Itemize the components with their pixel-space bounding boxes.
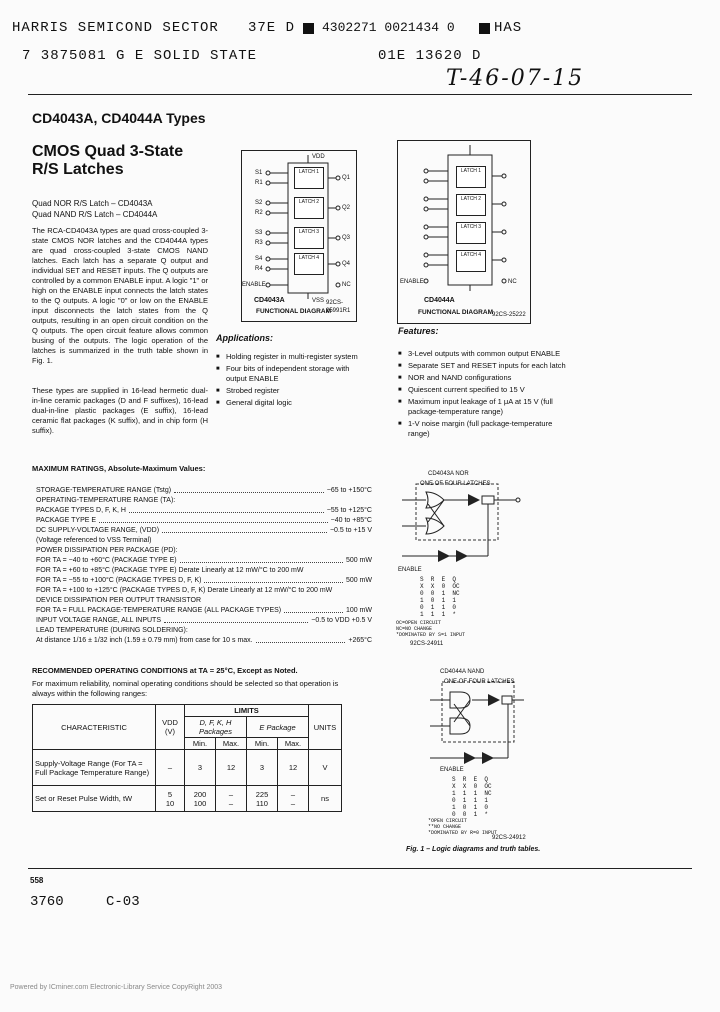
applications-heading: Applications: [216,333,274,343]
list-item: ■ Four bits of independent storage with output ENABLE [216,364,366,384]
notes-nor: OC=OPEN CIRCUIT NC=NO CHANGE *DOMINATED BY S=1 INPUT [396,620,466,638]
enable-label-top: ENABLE [398,567,422,573]
rating-row: FOR TA = −55 to +100°C (PACKAGE TYPES D, F, K) 500 mW [36,577,372,584]
rating-row: At distance 1/16 ± 1/32 inch (1.59 ± 0.79 mm) from case for 10 s max. +265°C [36,637,372,644]
list-item: ■ Strobed register [216,386,366,396]
rating-row: PACKAGE TYPES D, F, K, H −55 to +125°C [36,507,372,514]
list-item: ■ Maximum input leakage of 1 μA at 15 V (full package-temperature range) [398,397,570,417]
code-nand: 92CS-24912 [492,835,526,841]
row1-v3: 3 [247,750,278,786]
th-min-e: Min. [247,738,278,750]
header-block-icon [303,23,314,34]
features-heading: Features: [398,326,439,336]
rating-row: STORAGE-TEMPERATURE RANGE (Tstg) −65 to +150°C [36,487,372,494]
label-q3: Q3 [342,235,351,241]
logic-diagram-nand [428,676,528,768]
row1-v1: 3 [185,750,216,786]
latch-1-4044: LATCH 1 [456,166,486,188]
functional-diagram-4044 [397,140,531,324]
rating-row: FOR TA = +100 to +125°C (PACKAGE TYPES D, F, K) Derate Linearly at 12 mW/°C to 200 mW [36,587,333,594]
label-s3: S3 [255,230,263,236]
title-line-2: R/S Latches [32,161,124,178]
th-vdd: VDD (V) [156,705,185,750]
handwritten-3760: 3760 [30,894,64,910]
label-enable-4043: ENABLE [242,282,266,288]
th-limits: LIMITS [185,705,309,717]
list-item: ■ NOR and NAND configurations [398,373,570,383]
latch-4-4044: LATCH 4 [456,250,486,272]
logic-diagram-nor [398,478,538,566]
latch-2-4044: LATCH 2 [456,194,486,216]
row2-vdd: 5 10 [156,786,185,812]
label-vdd-4043: VDD [312,154,325,160]
types-title: CD4043A, CD4044A Types [32,110,206,126]
caption-4044: FUNCTIONAL DIAGRAM [418,309,493,316]
functional-diagram-4043 [241,150,357,322]
th-pkg-dfkh: D, F, K, H Packages [185,717,247,738]
row2-v3: 225 110 [247,786,278,812]
rating-row: PACKAGE TYPE E −40 to +85°C [36,517,372,524]
recommended-heading: RECOMMENDED OPERATING CONDITIONS at TA = 25°C, Except as Noted. [32,666,298,675]
row1-v2: 12 [216,750,247,786]
th-max: Max. [216,738,247,750]
header-code-number: 4302271 0021434 0 [322,20,455,35]
header-block-icon-2 [479,23,490,34]
subtitle-4044: Quad NAND R/S Latch – CD4044A [32,210,158,219]
row2-v1: 200 100 [185,786,216,812]
footer-watermark: Powered by ICminer.com Electronic-Library Service CopyRight 2003 [10,984,223,991]
code-nor: 92CS-24911 [410,641,444,647]
rating-row: DC SUPPLY-VOLTAGE RANGE, (VDD) −0.5 to +15 V [36,527,372,534]
label-vss-4043: VSS [312,298,325,304]
header-has: HAS [494,20,523,36]
header-divider [28,94,692,95]
recommended-text: For maximum reliability, nominal operating conditions should be selected so that operation is always within the following ranges: [32,679,339,698]
label-r1: R1 [255,180,263,186]
operating-conditions-table [32,704,342,812]
one-of-four-bottom: ONE OF FOUR LATCHES [444,679,515,685]
page-title [32,143,183,179]
label-q1: Q1 [342,175,351,181]
truth-table-nor: S R E Q X X 0 OC 0 0 1 NC 1 0 1 1 0 1 1 0 1 1 1 * [420,576,460,618]
device-4043: CD4043A [254,297,285,304]
row2-characteristic: Set or Reset Pulse Width, tW [33,786,156,812]
header-sector: HARRIS SEMICOND SECTOR [12,20,219,36]
enable-label-bottom: ENABLE [440,767,464,773]
page-number: 558 [30,876,44,885]
handwritten-c03: C-03 [106,894,140,910]
label-enable-4044: ENABLE [400,279,424,285]
caption-4043: FUNCTIONAL DIAGRAM [256,308,331,315]
logic-title-bottom: CD4044A NAND [440,669,485,675]
rating-row: (Voltage referenced to VSS Terminal) [36,537,152,544]
row2-v4: – – [278,786,309,812]
row1-v4: 12 [278,750,309,786]
label-s1: S1 [255,170,263,176]
rating-row: FOR TA = −40 to +60°C (PACKAGE TYPE E) 500 mW [36,557,372,564]
row1-units: V [309,750,342,786]
description-para-2: These types are supplied in 16-lead hermetic dual-in-line ceramic packages (D and F suffixes), 16-lead dual-in-line plastic packages (E suffix), 16-lead ceramic flat packages (K suffix), and in chip form (H suffix). [32,386,208,435]
figure-caption: Fig. 1 – Logic diagrams and truth tables. [406,846,541,853]
rating-row: DEVICE DISSIPATION PER OUTPUT TRANSISTOR [36,597,202,604]
device-4044: CD4044A [424,297,455,304]
one-of-four-top: ONE OF FOUR LATCHES [420,481,491,487]
title-line-1: CMOS Quad 3-State [32,143,184,160]
list-item: ■ Separate SET and RESET inputs for each latch [398,361,570,371]
rating-row: FOR TA = FULL PACKAGE-TEMPERATURE RANGE (ALL PACKAGE TYPES) 100 mW [36,607,372,614]
label-s2: S2 [255,200,263,206]
rating-row: OPERATING-TEMPERATURE RANGE (TA): [36,497,176,504]
th-characteristic: CHARACTERISTIC [33,705,156,750]
label-r2: R2 [255,210,263,216]
row1-characteristic: Supply-Voltage Range (For TA = Full Package Temperature Range) [33,750,156,786]
notes-nand: *OPEN CIRCUIT **NO CHANGE *DOMINATED BY R=0 INPUT [428,818,498,836]
label-r3: R3 [255,240,263,246]
rating-row: LEAD TEMPERATURE (DURING SOLDERING): [36,627,188,634]
rating-row: INPUT VOLTAGE RANGE, ALL INPUTS −0.5 to VDD +0.5 V [36,617,372,624]
header-code-line2: 01E 13620 D [378,48,482,64]
list-item: ■ 3-Level outputs with common output ENABLE [398,349,570,359]
th-units: UNITS [309,705,342,750]
code-4043: 92CS-25991R1 [326,300,351,314]
latch-3-4044: LATCH 3 [456,222,486,244]
header-solid-state: 7 3875081 G E SOLID STATE [22,48,258,64]
row2-v2: – – [216,786,247,812]
ratings-list [36,486,372,646]
rating-row: POWER DISSIPATION PER PACKAGE (PD): [36,547,178,554]
latch-3-4043: LATCH 3 [294,227,324,249]
code-4044: 92CS-25222 [492,312,526,318]
list-item: ■ 1-V noise margin (full package-temperature range) [398,419,570,439]
latch-1-4043: LATCH 1 [294,167,324,189]
label-nc-4044: NC [508,279,517,285]
description-para-1: The RCA-CD4043A types are quad cross-coupled 3-state CMOS NOR latches and the CD4044A types are quad cross-coupled 3-state CMOS NAND latches. Each latch has a separate Q output and individual SET and RESET inputs. The Q outputs are controlled by a common ENABLE input. A logic "1" or high on the ENABLE input connects the latch states to the Q outputs. A logic "0" or low on the ENABLE input disconnects the latch states from the Q outputs, resulting in an open circuit condition on the Q outputs. The open circuit feature allows common busing of the outputs. The logic operation of the latches is summarized in the truth table shown in Fig. 1. [32,226,208,365]
list-item: ■ General digital logic [216,398,366,408]
truth-table-nand: S R E Q X X 0 OC 1 1 1 NC 0 1 1 1 1 0 1 0 0 0 1 * [452,776,492,818]
ratings-heading: MAXIMUM RATINGS, Absolute-Maximum Values: [32,464,206,473]
handwritten-part-code: T-46-07-15 [446,66,585,91]
row2-units: ns [309,786,342,812]
latch-2-4043: LATCH 2 [294,197,324,219]
th-pkg-e: E Package [247,717,309,738]
header-code-37e: 37E D [248,20,296,36]
list-item: ■ Holding register in multi-register system [216,352,366,362]
subtitle-4043: Quad NOR R/S Latch – CD4043A [32,199,153,208]
rating-row: FOR TA = +60 to +85°C (PACKAGE TYPE E) Derate Linearly at 12 mW/°C to 200 mW [36,567,304,574]
th-max-e: Max. [278,738,309,750]
row1-vdd: – [156,750,185,786]
latch-4-4043: LATCH 4 [294,253,324,275]
applications-list [216,352,366,410]
label-nc-4043: NC [342,282,351,288]
list-item: ■ Quiescent current specified to 15 V [398,385,570,395]
th-min: Min. [185,738,216,750]
logic-title-top: CD4043A NOR [428,471,469,477]
label-q4: Q4 [342,261,351,267]
label-s4: S4 [255,256,263,262]
features-list [398,349,570,441]
footer-divider [28,868,692,869]
label-q2: Q2 [342,205,351,211]
label-r4: R4 [255,266,263,272]
